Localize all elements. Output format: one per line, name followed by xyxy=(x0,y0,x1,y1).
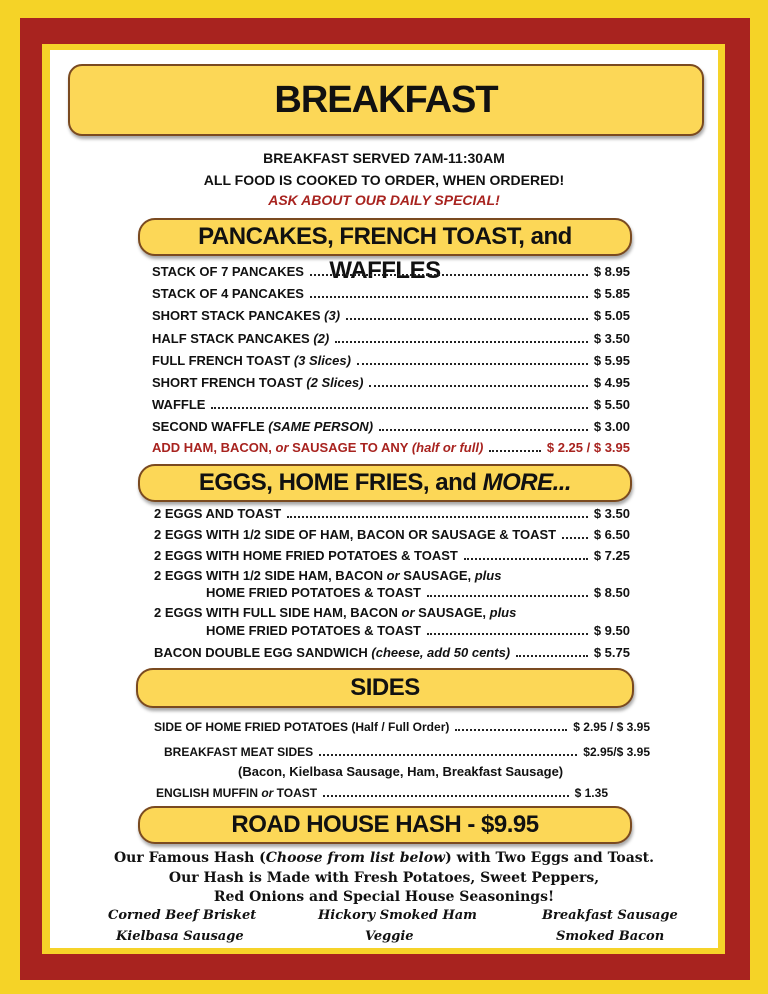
addon-or: or xyxy=(275,440,289,455)
sandwich-name xyxy=(154,645,510,660)
hash-option: Breakfast Sausage xyxy=(542,908,678,923)
leader-dots xyxy=(346,317,588,320)
egg-item-name-text: 2 EGGS WITH HOME FRIED POTATOES & TOAST xyxy=(154,548,458,563)
egg-item-price: $ 3.50 xyxy=(593,506,630,521)
leader-dots xyxy=(455,728,567,731)
leader-dots xyxy=(379,428,588,431)
hash-option: Veggie xyxy=(365,929,414,944)
pancake-item-price: $ 5.95 xyxy=(593,352,630,368)
addon-name xyxy=(152,440,483,455)
muffin-name xyxy=(156,786,317,800)
full-side-row xyxy=(206,623,630,638)
hash-line-1 xyxy=(0,850,768,866)
pancake-item-name-text: STACK OF 4 PANCAKES xyxy=(152,286,304,302)
meat-sides-name: BREAKFAST MEAT SIDES xyxy=(164,745,314,759)
egg-item-row xyxy=(154,527,630,542)
hash-option: Corned Beef Brisket xyxy=(108,908,257,923)
pancake-item-name-text: SHORT FRENCH TOAST xyxy=(152,375,303,390)
addon-note: (half or full) xyxy=(411,440,484,455)
pancake-item-name xyxy=(152,353,351,368)
pancake-item-name-text: HALF STACK PANCAKES xyxy=(152,330,310,346)
pancake-item-name xyxy=(152,264,304,279)
full-side-price: $ 9.50 xyxy=(593,623,630,638)
full-side-line2: HOME FRIED POTATOES & TOAST xyxy=(206,623,421,638)
pancake-item-name-text: FULL FRENCH TOAST xyxy=(152,352,291,368)
leader-dots xyxy=(516,654,588,657)
pancake-item-price: $ 8.95 xyxy=(593,264,630,279)
pancake-item-note: (2 Slices) xyxy=(306,375,364,390)
leader-dots xyxy=(357,362,588,365)
pancake-item-row xyxy=(152,331,630,346)
pancake-item-row xyxy=(152,375,630,390)
pancake-item-price: $ 5.50 xyxy=(593,397,630,413)
meat-sides-price: $2.95/$ 3.95 xyxy=(583,745,650,759)
hash-option: Kielbasa Sausage xyxy=(116,929,244,944)
muffin-or: or xyxy=(261,786,274,800)
pancake-item-price: $ 5.05 xyxy=(593,308,630,324)
full-side-line1-b: SAUSAGE, xyxy=(414,605,490,620)
home-fries-name: SIDE OF HOME FRIED POTATOES (Half / Full Order) xyxy=(154,720,450,734)
hash-line-3: Red Onions and Special House Seasonings! xyxy=(213,889,555,905)
sandwich-name-text: BACON DOUBLE EGG SANDWICH xyxy=(154,645,368,660)
leader-dots xyxy=(335,340,588,343)
section-title-eggs xyxy=(138,464,632,502)
hash-line-2: Our Hash is Made with Fresh Potatoes, Sweet Peppers, xyxy=(168,870,600,886)
daily-special-text: ASK ABOUT OUR DAILY SPECIAL! xyxy=(268,192,500,208)
meat-sides-detail: (Bacon, Kielbasa Sausage, Ham, Breakfast Sausage) xyxy=(238,764,564,779)
eggs-title-b: MORE... xyxy=(482,469,572,496)
leader-dots xyxy=(464,557,588,560)
half-side-line1 xyxy=(154,568,501,583)
half-side-line1-a: 2 EGGS WITH 1/2 SIDE HAM, BACON xyxy=(154,568,387,583)
egg-item-row xyxy=(154,506,630,521)
full-side-plus: plus xyxy=(489,605,517,620)
pancake-item-name xyxy=(152,375,363,390)
half-side-row xyxy=(206,585,630,600)
pancake-item-row xyxy=(152,264,630,279)
pancake-item-row xyxy=(152,397,630,412)
leader-dots xyxy=(323,794,569,797)
egg-item-row xyxy=(154,548,630,563)
leader-dots xyxy=(427,594,588,597)
pancake-item-note: (3 Slices) xyxy=(293,352,351,368)
muffin-name-a: ENGLISH MUFFIN xyxy=(156,786,262,800)
leader-dots xyxy=(369,384,587,387)
sandwich-note: (cheese, add 50 cents) xyxy=(371,645,511,660)
pancake-item-name-text: SECOND WAFFLE xyxy=(152,419,265,435)
pancake-item-note: (3) xyxy=(324,308,341,324)
half-side-or: or xyxy=(386,568,400,583)
section-title-sides: SIDES xyxy=(136,668,634,708)
leader-dots xyxy=(427,632,588,635)
pancake-item-name xyxy=(152,331,329,346)
pancake-item-name-text: WAFFLE xyxy=(152,397,206,413)
pancake-item-name-text: SHORT STACK PANCAKES xyxy=(152,308,321,324)
hash-line1-b: ) with Two Eggs and Toast. xyxy=(445,850,655,866)
leader-dots xyxy=(489,449,541,452)
sandwich-row xyxy=(154,645,630,660)
leader-dots xyxy=(211,406,587,409)
pancake-item-note: (SAME PERSON) xyxy=(268,419,374,435)
egg-item-price: $ 7.25 xyxy=(593,548,630,563)
leader-dots xyxy=(319,753,577,756)
leader-dots xyxy=(562,536,588,539)
cooked-to-order-text: ALL FOOD IS COOKED TO ORDER, WHEN ORDERED! xyxy=(203,172,565,188)
hash-line1-a: Our Famous Hash ( xyxy=(113,850,266,866)
eggs-title-a: EGGS, HOME FRIES, and xyxy=(198,469,483,496)
hash-option: Hickory Smoked Ham xyxy=(318,908,477,923)
full-side-line1-a: 2 EGGS WITH FULL SIDE HAM, BACON xyxy=(154,605,402,620)
pancake-item-note: (2) xyxy=(313,330,330,346)
hash-option: Smoked Bacon xyxy=(556,929,665,944)
home-fries-price: $ 2.95 / $ 3.95 xyxy=(573,720,650,734)
pancake-item-row xyxy=(152,286,630,301)
egg-item-name-text: 2 EGGS WITH 1/2 SIDE OF HAM, BACON OR SAUSAGE & TOAST xyxy=(154,527,557,542)
hash-line1-em: Choose from list below xyxy=(265,850,446,866)
section-title-pancakes: PANCAKES, FRENCH TOAST, and WAFFLES xyxy=(138,218,632,256)
pancake-item-row xyxy=(152,353,630,368)
pancake-item-price: $ 3.50 xyxy=(593,330,630,346)
pancake-item-name-text: STACK OF 7 PANCAKES xyxy=(152,264,304,279)
pancake-item-name xyxy=(152,286,304,301)
full-side-or: or xyxy=(401,605,415,620)
half-side-line2: HOME FRIED POTATOES & TOAST xyxy=(206,585,421,600)
addon-price: $ 2.25 / $ 3.95 xyxy=(546,440,630,455)
pancake-item-row xyxy=(152,308,630,323)
egg-item-name xyxy=(154,527,556,542)
pancake-item-name xyxy=(152,397,205,412)
addon-name-b: SAUSAGE TO ANY xyxy=(288,440,409,455)
leader-dots xyxy=(287,515,588,518)
pancake-item-price: $ 4.95 xyxy=(593,375,630,390)
leader-dots xyxy=(310,295,588,298)
pancake-item-row xyxy=(152,419,630,434)
pancake-item-price: $ 5.85 xyxy=(593,286,630,302)
addon-row xyxy=(152,440,630,455)
pancake-item-price: $ 3.00 xyxy=(593,419,630,435)
pancake-item-name xyxy=(152,419,373,434)
pancake-item-name xyxy=(152,308,340,323)
leader-dots xyxy=(310,273,588,276)
section-title-hash: ROAD HOUSE HASH - $9.95 xyxy=(138,806,632,844)
egg-item-price: $ 6.50 xyxy=(593,527,630,542)
half-side-price: $ 8.50 xyxy=(593,585,630,600)
muffin-row xyxy=(156,786,608,800)
hours-text: BREAKFAST SERVED 7AM-11:30AM xyxy=(263,150,505,166)
egg-item-name xyxy=(154,506,281,521)
sandwich-price: $ 5.75 xyxy=(593,645,630,660)
egg-item-name xyxy=(154,548,458,563)
full-side-line1 xyxy=(154,605,516,620)
meat-sides-row xyxy=(164,745,650,759)
muffin-name-b: TOAST xyxy=(273,786,318,800)
half-side-line1-b: SAUSAGE, xyxy=(399,568,475,583)
muffin-price: $ 1.35 xyxy=(574,786,608,800)
half-side-plus: plus xyxy=(474,568,502,583)
addon-name-a: ADD HAM, BACON, xyxy=(152,440,276,455)
page-title: BREAKFAST xyxy=(68,64,704,136)
egg-item-name-text: 2 EGGS AND TOAST xyxy=(154,506,282,521)
home-fries-row xyxy=(154,720,650,734)
